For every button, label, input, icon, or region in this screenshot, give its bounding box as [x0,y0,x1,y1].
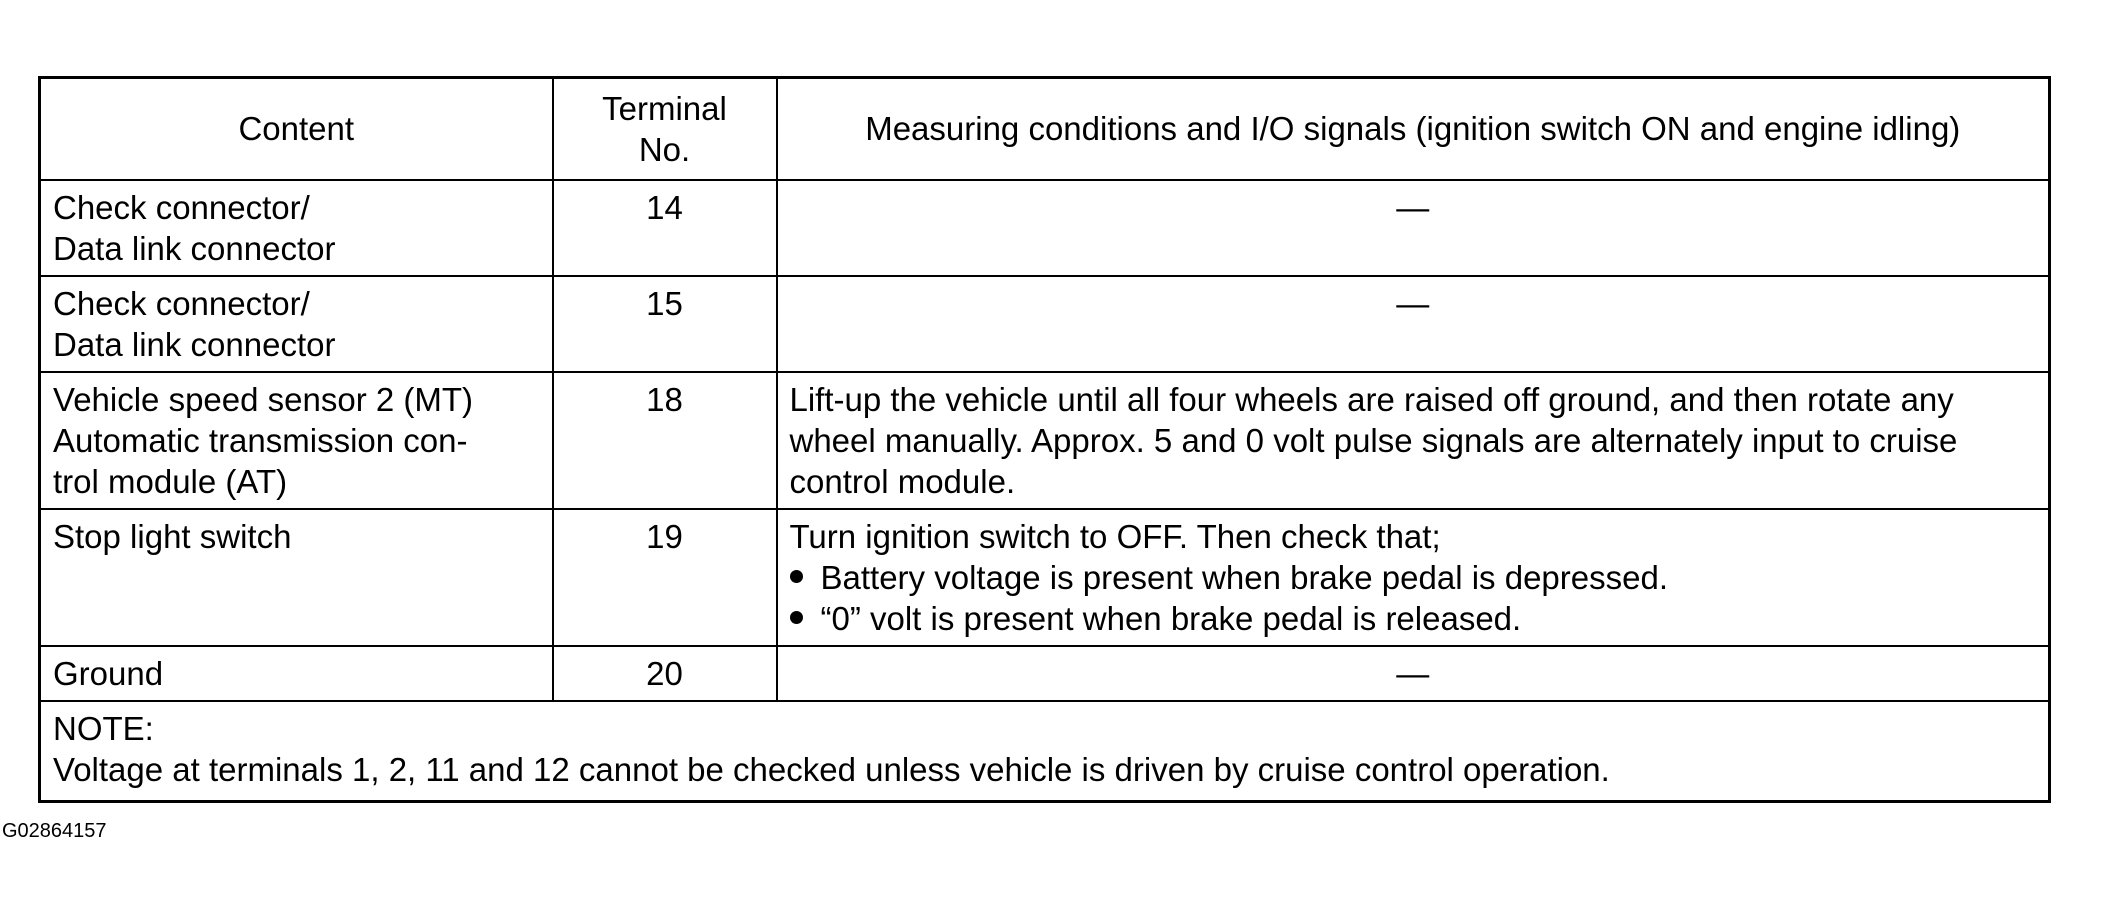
cell-terminal: 18 [553,372,777,509]
note-label: NOTE: [53,709,154,747]
header-content: Content [40,78,553,180]
cell-terminal: 19 [553,509,777,646]
document-id: G02864157 [2,820,107,842]
content-line: trol module (AT) [53,462,288,500]
table-row [40,646,2050,701]
measuring-line: wheel manually. Approx. 5 and 0 volt pulse signals are alternately input to cruise [789,421,1958,459]
bullet-dot-icon [790,570,803,583]
cell-terminal: 14 [553,180,777,276]
content-line: Data link connector [53,229,336,267]
note-cell [40,701,2050,802]
cell-measuring [777,372,2050,509]
cell-content [40,180,553,276]
cell-content [40,646,553,701]
table-row [40,180,2050,276]
cell-content [40,372,553,509]
bullet-item [790,557,2037,598]
table-header-row [40,78,2050,180]
measuring-line: Lift-up the vehicle until all four wheels are raised off ground, and then rotate any [789,380,1954,418]
cell-terminal: 20 [553,646,777,701]
content-line: Check connector/ [53,188,310,226]
cell-content [40,276,553,372]
terminal-table [38,76,2051,803]
note-text: Voltage at terminals 1, 2, 11 and 12 cannot be checked unless vehicle is driven by cruise control operation. [53,750,1610,788]
cell-measuring: — [777,276,2050,372]
header-terminal-line1: Terminal [602,89,727,127]
bullet-item [790,598,2037,639]
cell-terminal: 15 [553,276,777,372]
header-measuring-conditions: Measuring conditions and I/O signals (ignition switch ON and engine idling) [777,78,2050,180]
content-line: Stop light switch [53,517,292,555]
table-row [40,276,2050,372]
cell-measuring: — [777,180,2050,276]
bullet-dot-icon [790,611,803,624]
content-line: Data link connector [53,325,336,363]
table-row [40,372,2050,509]
terminal-table-container [38,76,2048,803]
header-terminal-line2: No. [638,130,691,168]
content-line: Ground [53,654,164,692]
header-terminal-no [553,78,777,180]
cell-measuring [777,509,2050,646]
measuring-intro: Turn ignition switch to OFF. Then check that; [789,517,1441,555]
measuring-line: control module. [789,462,1016,500]
content-line: Vehicle speed sensor 2 (MT) [53,380,474,418]
bullet-text: “0” volt is present when brake pedal is released. [820,599,1522,637]
content-line: Automatic transmission con- [53,421,468,459]
table-row [40,509,2050,646]
bullet-text: Battery voltage is present when brake pedal is depressed. [820,558,1668,596]
content-line: Check connector/ [53,284,310,322]
note-row [40,701,2050,802]
cell-measuring: — [777,646,2050,701]
cell-content [40,509,553,646]
